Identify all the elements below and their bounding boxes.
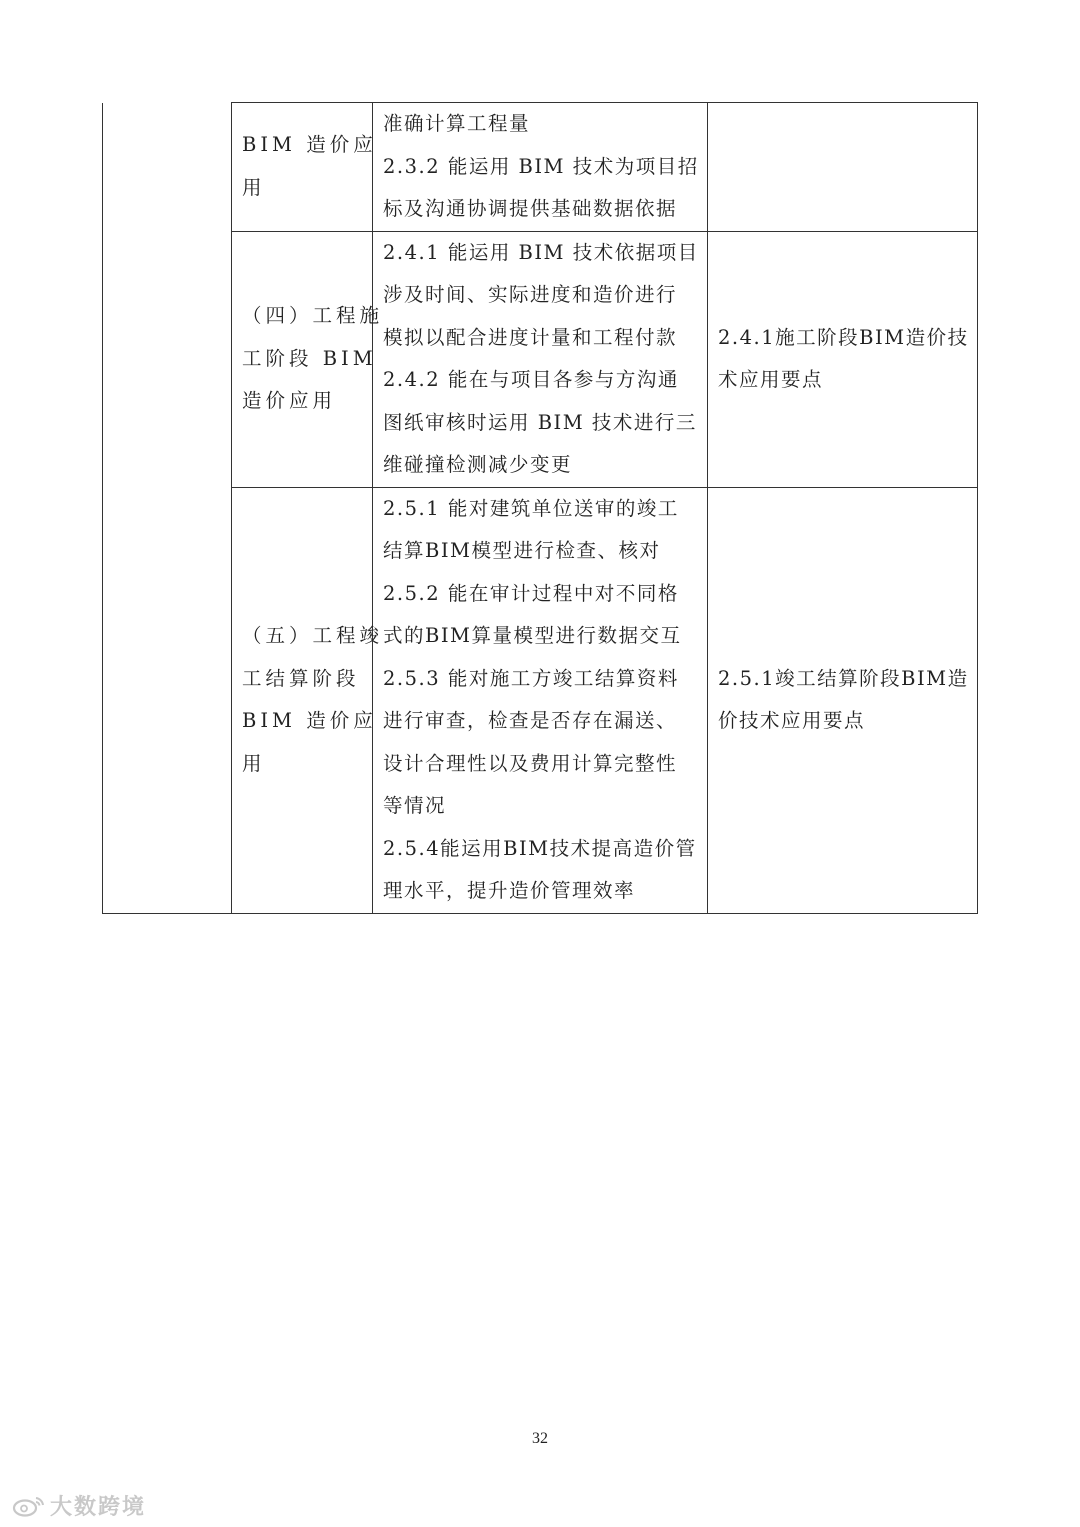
stage-cell: （四）工程施 工阶段 BIM 造价应用	[232, 231, 373, 487]
table-row	[103, 487, 978, 913]
merged-category-cell	[103, 103, 232, 914]
ability-cell: 2.4.1 能运用 BIM 技术依据项目 涉及时间、实际进度和造价进行 模拟以配合进度计量和工程付款 2.4.2 能在与项目各参与方沟通 图纸审核时运用 BIM 技术进行三 维碰撞检测减少变更	[373, 231, 708, 487]
knowledge-cell: 2.5.1竣工结算阶段BIM造 价技术应用要点	[708, 487, 978, 913]
weibo-logo-icon	[12, 1495, 46, 1517]
table-row	[103, 103, 978, 232]
stage-cell: BIM 造价应 用	[232, 103, 373, 232]
ability-cell: 2.5.1 能对建筑单位送审的竣工 结算BIM模型进行检查、核对 2.5.2 能在审计过程中对不同格 式的BIM算量模型进行数据交互 2.5.3 能对施工方竣工结算资料 进行审查，检查是否存在漏送、 设计合理性以及费用计算完整性 等情况 2.5.4能运用BIM技术提高造价管 理水平，提升造价管理效率	[373, 487, 708, 913]
table-row	[103, 231, 978, 487]
competency-table	[102, 102, 978, 914]
stage-cell: （五）工程竣 工结算阶段 BIM 造价应 用	[232, 487, 373, 913]
page-number: 32	[532, 1430, 548, 1447]
knowledge-cell	[708, 103, 978, 232]
ability-cell: 准确计算工程量 2.3.2 能运用 BIM 技术为项目招 标及沟通协调提供基础数据依据	[373, 103, 708, 232]
knowledge-cell: 2.4.1施工阶段BIM造价技 术应用要点	[708, 231, 978, 487]
watermark-text: 大数跨境	[50, 1495, 147, 1520]
watermark	[12, 1490, 146, 1521]
